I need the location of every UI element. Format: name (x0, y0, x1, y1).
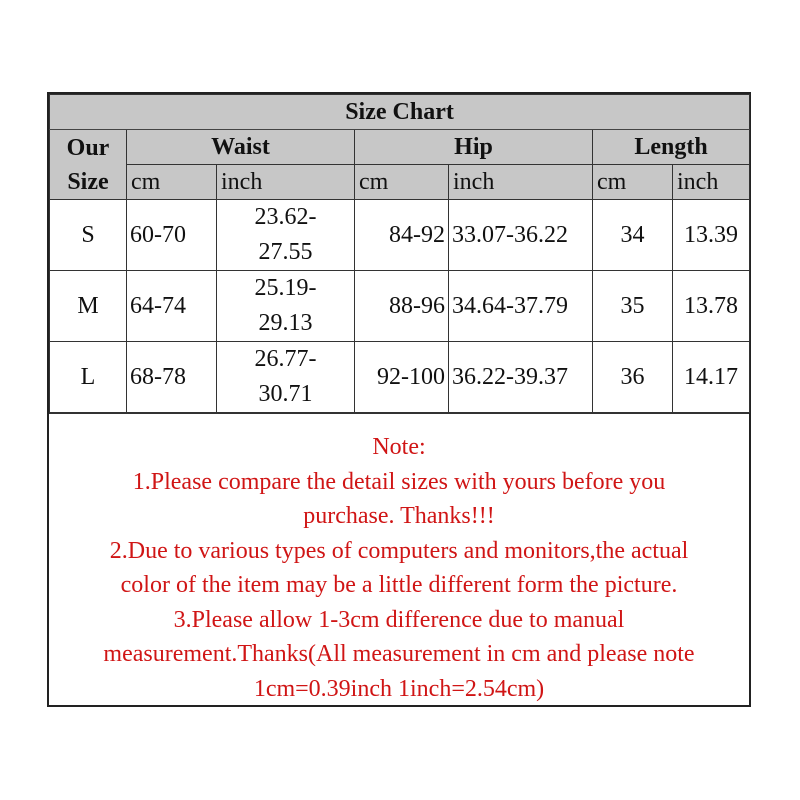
note-line: 1cm=0.39inch 1inch=2.54cm) (253, 675, 545, 702)
table-row (50, 342, 750, 413)
waist-cm-cell: 64-74 (127, 271, 217, 342)
waist-inch-line2: 27.55 (258, 239, 313, 265)
table-row (50, 200, 750, 271)
chart-title: Size Chart (50, 95, 750, 130)
waist-cm-header: cm (127, 165, 217, 200)
table-row (50, 271, 750, 342)
waist-inch-line1: 25.19- (254, 275, 317, 301)
waist-inch-line2: 30.71 (258, 381, 313, 407)
hip-cm-cell: 84-92 (355, 200, 449, 271)
waist-inch-header: inch (217, 165, 355, 200)
size-header-line2: Size (67, 168, 109, 195)
waist-inch-cell (217, 271, 355, 342)
note-line: 3.Please allow 1-3cm difference due to manual (173, 606, 625, 633)
length-cm-cell: 35 (593, 271, 673, 342)
length-cm-header: cm (593, 165, 673, 200)
length-cm-cell: 36 (593, 342, 673, 413)
hip-cm-header: cm (355, 165, 449, 200)
waist-inch-line1: 23.62- (254, 204, 317, 230)
size-header-line1: Our (66, 134, 110, 161)
length-inch-cell: 14.17 (673, 342, 750, 413)
hip-cm-cell: 92-100 (355, 342, 449, 413)
waist-inch-line1: 26.77- (254, 346, 317, 372)
size-cell: M (50, 271, 127, 342)
note-heading: Note: (372, 434, 426, 460)
note-line: color of the item may be a little different form the picture. (120, 572, 678, 598)
note-line: measurement.Thanks(All measurement in cm and please note (103, 641, 695, 667)
hip-inch-cell: 36.22-39.37 (449, 342, 593, 413)
waist-cm-cell: 68-78 (127, 342, 217, 413)
length-header: Length (593, 130, 750, 165)
note-line: 2.Due to various types of computers and monitors,the actual (109, 537, 689, 564)
hip-inch-cell: 33.07-36.22 (449, 200, 593, 271)
waist-inch-cell (217, 200, 355, 271)
hip-inch-cell: 34.64-37.79 (449, 271, 593, 342)
waist-inch-cell (217, 342, 355, 413)
note-line: purchase. Thanks!!! (303, 503, 495, 529)
hip-cm-cell: 88-96 (355, 271, 449, 342)
waist-inch-line2: 29.13 (258, 310, 313, 336)
size-cell: S (50, 200, 127, 271)
hip-header: Hip (355, 130, 593, 165)
size-cell: L (50, 342, 127, 413)
hip-inch-header: inch (449, 165, 593, 200)
size-column-header (50, 130, 127, 200)
size-chart (47, 92, 751, 707)
length-cm-cell: 34 (593, 200, 673, 271)
size-table (49, 94, 750, 413)
waist-cm-cell: 60-70 (127, 200, 217, 271)
notes-section (49, 413, 749, 711)
waist-header: Waist (127, 130, 355, 165)
note-line: 1.Please compare the detail sizes with yours before you (132, 468, 666, 495)
length-inch-cell: 13.39 (673, 200, 750, 271)
length-inch-cell: 13.78 (673, 271, 750, 342)
length-inch-header: inch (673, 165, 750, 200)
